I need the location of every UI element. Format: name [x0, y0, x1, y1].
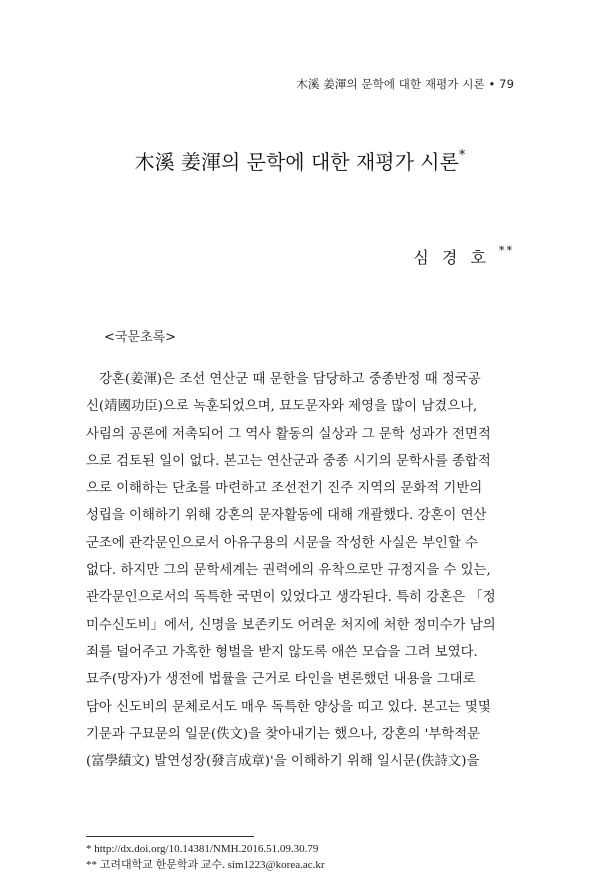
- abstract-line: 기문과 구묘문의 일문(佚文)을 찾아내기는 했으나, 강혼의 '부학적문: [86, 726, 481, 742]
- footnote-doi: * http://dx.doi.org/10.14381/NMH.2016.51.09.30.79: [86, 843, 319, 855]
- abstract-line: 관각문인으로서의 독특한 국면이 있었다고 생각된다. 특히 강혼은 「정: [86, 590, 496, 606]
- author-name-text: 심 경 호: [413, 248, 490, 267]
- title-footnote-marker: *: [458, 148, 466, 164]
- footnotes: [86, 842, 325, 873]
- abstract-line: 으로 검토된 일이 없다. 본고는 연산군과 중종 시기의 문학사를 종합적: [86, 453, 491, 469]
- abstract-line: 신(靖國功臣)으로 녹훈되었으며, 묘도문자와 제영을 많이 남겼으나,: [86, 399, 478, 415]
- footnote-author-affiliation: ** 고려대학교 한문학과 교수. sim1223@korea.ac.kr: [86, 858, 325, 871]
- abstract-line: 사림의 공론에 저촉되어 그 역사 활동의 실상과 그 문학 성과가 전면적: [86, 426, 491, 442]
- paper-title: [0, 146, 600, 175]
- abstract-line: 성립을 이해하기 위해 강혼의 문자활동에 대해 개괄했다. 강혼이 연산: [86, 508, 487, 524]
- abstract-line: 없다. 하지만 그의 문학세계는 권력에의 유착으로만 규정지을 수 있는,: [86, 563, 491, 579]
- running-head: 木溪 姜渾의 문학에 대한 재평가 시론 • 79: [296, 77, 514, 91]
- abstract-body: [86, 366, 515, 775]
- footnote-divider: [86, 836, 254, 837]
- abstract-heading: <국문초록>: [104, 330, 177, 345]
- abstract-line: 강혼(姜渾)은 조선 연산군 때 문한을 담당하고 중종반정 때 정국공: [99, 372, 481, 387]
- abstract-line: (富學績文) 발연성장(發言成章)'을 이해하기 위해 일시문(佚詩文)을: [86, 754, 480, 770]
- abstract-line: 군조에 관각문인으로서 아유구용의 시문을 작성한 사실은 부인할 수: [86, 535, 478, 551]
- abstract-line: 미수신도비」에서, 신명을 보존키도 어려운 처지에 처한 정미수가 남의: [86, 617, 496, 633]
- author-footnote-marker: **: [499, 243, 514, 257]
- paper-title-text: 木溪 姜渾의 문학에 대한 재평가 시론: [134, 150, 459, 174]
- abstract-line: 으로 이해하는 단초를 마련하고 조선전기 진주 지역의 문화적 기반의: [86, 481, 483, 497]
- abstract-line: 묘주(망자)가 생전에 법률을 근거로 타인을 변론했던 내용을 그대로: [86, 672, 476, 688]
- abstract-line: 담아 신도비의 문체로서도 매우 독특한 양상을 띠고 있다. 본고는 몇몇: [86, 699, 491, 715]
- author-name: [413, 245, 514, 268]
- abstract-line: 죄를 덜어주고 가혹한 형벌을 받지 않도록 애쓴 모습을 그려 보였다.: [86, 644, 478, 660]
